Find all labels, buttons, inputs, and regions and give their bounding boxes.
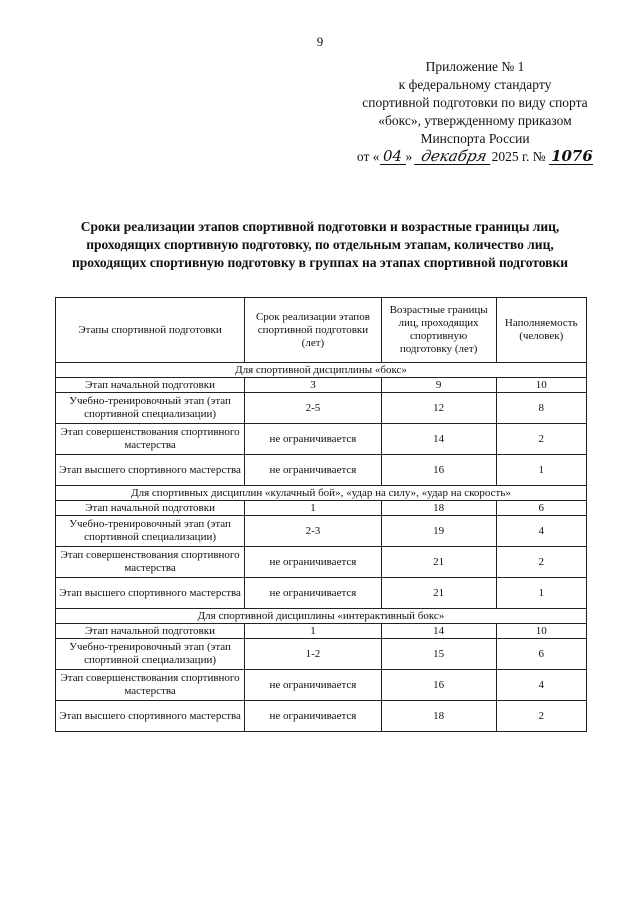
header-fill: Наполняемость (человек) — [496, 298, 586, 363]
cell-stage: Этап совершенствования спортивного мастерства — [56, 424, 245, 455]
cell-age: 14 — [381, 624, 496, 639]
header-term: Срок реализации этапов спортивной подготовки (лет) — [245, 298, 382, 363]
appendix-header — [350, 58, 600, 166]
table-row — [56, 455, 587, 486]
stages-table — [55, 297, 587, 732]
cell-term: не ограничивается — [245, 424, 382, 455]
cell-term: не ограничивается — [245, 701, 382, 732]
cell-age: 16 — [381, 455, 496, 486]
cell-age: 9 — [381, 378, 496, 393]
table-row — [56, 670, 587, 701]
cell-term: 1-2 — [245, 639, 382, 670]
table-row — [56, 424, 587, 455]
cell-term: не ограничивается — [245, 670, 382, 701]
order-date-line — [350, 148, 600, 166]
handwritten-day: 04 — [380, 148, 406, 165]
cell-stage: Этап начальной подготовки — [56, 501, 245, 516]
cell-term: не ограничивается — [245, 455, 382, 486]
cell-term: 2-3 — [245, 516, 382, 547]
cell-term: 3 — [245, 378, 382, 393]
table-row — [56, 639, 587, 670]
cell-fill: 1 — [496, 578, 586, 609]
table-row — [56, 624, 587, 639]
cell-fill: 2 — [496, 424, 586, 455]
appendix-line-3: спортивной подготовки по виду спорта — [362, 95, 588, 110]
cell-stage: Этап высшего спортивного мастерства — [56, 578, 245, 609]
cell-fill: 2 — [496, 547, 586, 578]
cell-fill: 4 — [496, 670, 586, 701]
cell-stage: Этап начальной подготовки — [56, 378, 245, 393]
cell-stage: Этап совершенствования спортивного мастерства — [56, 547, 245, 578]
cell-term: 2-5 — [245, 393, 382, 424]
table-row — [56, 578, 587, 609]
cell-age: 12 — [381, 393, 496, 424]
cell-stage: Учебно-тренировочный этап (этап спортивной специализации) — [56, 516, 245, 547]
cell-fill: 10 — [496, 624, 586, 639]
cell-term: не ограничивается — [245, 547, 382, 578]
cell-age: 16 — [381, 670, 496, 701]
section-row — [56, 609, 587, 624]
cell-stage: Учебно-тренировочный этап (этап спортивной специализации) — [56, 639, 245, 670]
date-year: 2025 г. № — [491, 149, 546, 164]
cell-fill: 2 — [496, 701, 586, 732]
date-prefix: от « — [356, 149, 380, 164]
cell-term: не ограничивается — [245, 578, 382, 609]
handwritten-order-number: 1076 — [551, 147, 593, 165]
section-title: Для спортивных дисциплин «кулачный бой», «удар на силу», «удар на скорость» — [56, 486, 587, 501]
appendix-line-1: Приложение № 1 — [425, 59, 525, 74]
section-row — [56, 486, 587, 501]
table-row — [56, 701, 587, 732]
cell-age: 15 — [381, 639, 496, 670]
cell-age: 18 — [381, 501, 496, 516]
cell-age: 14 — [381, 424, 496, 455]
cell-age: 21 — [381, 578, 496, 609]
header-age: Возрастные границы лиц, проходящих спортивную подготовку (лет) — [381, 298, 496, 363]
cell-fill: 4 — [496, 516, 586, 547]
cell-fill: 10 — [496, 378, 586, 393]
table-header-row — [56, 298, 587, 363]
cell-stage: Этап высшего спортивного мастерства — [56, 701, 245, 732]
cell-age: 19 — [381, 516, 496, 547]
header-stage: Этапы спортивной подготовки — [56, 298, 245, 363]
section-title: Для спортивной дисциплины «бокс» — [56, 363, 587, 378]
table-row — [56, 547, 587, 578]
appendix-line-2: к федеральному стандарту — [398, 77, 552, 92]
date-mid: » — [405, 149, 413, 164]
cell-age: 18 — [381, 701, 496, 732]
cell-fill: 8 — [496, 393, 586, 424]
cell-fill: 6 — [496, 639, 586, 670]
page-number: 9 — [316, 34, 324, 49]
handwritten-month: декабря — [414, 148, 494, 165]
cell-term: 1 — [245, 501, 382, 516]
table-row — [56, 501, 587, 516]
cell-stage: Этап совершенствования спортивного мастерства — [56, 670, 245, 701]
cell-term: 1 — [245, 624, 382, 639]
section-title: Для спортивной дисциплины «интерактивный бокс» — [56, 609, 587, 624]
document-title: Сроки реализации этапов спортивной подготовки и возрастные границы лиц, проходящих спортивную подготовку, по отдельным этапам, количество лиц, проходящих спортивную подготовку в группах на этапах спортивной подготовки — [71, 219, 569, 270]
table-row — [56, 516, 587, 547]
appendix-line-5: Минспорта России — [420, 131, 530, 146]
appendix-line-4: «бокс», утвержденному приказом — [378, 113, 572, 128]
cell-stage: Учебно-тренировочный этап (этап спортивной специализации) — [56, 393, 245, 424]
cell-stage: Этап начальной подготовки — [56, 624, 245, 639]
table-row — [56, 378, 587, 393]
section-row — [56, 363, 587, 378]
table-row — [56, 393, 587, 424]
cell-fill: 6 — [496, 501, 586, 516]
cell-age: 21 — [381, 547, 496, 578]
cell-fill: 1 — [496, 455, 586, 486]
cell-stage: Этап высшего спортивного мастерства — [56, 455, 245, 486]
